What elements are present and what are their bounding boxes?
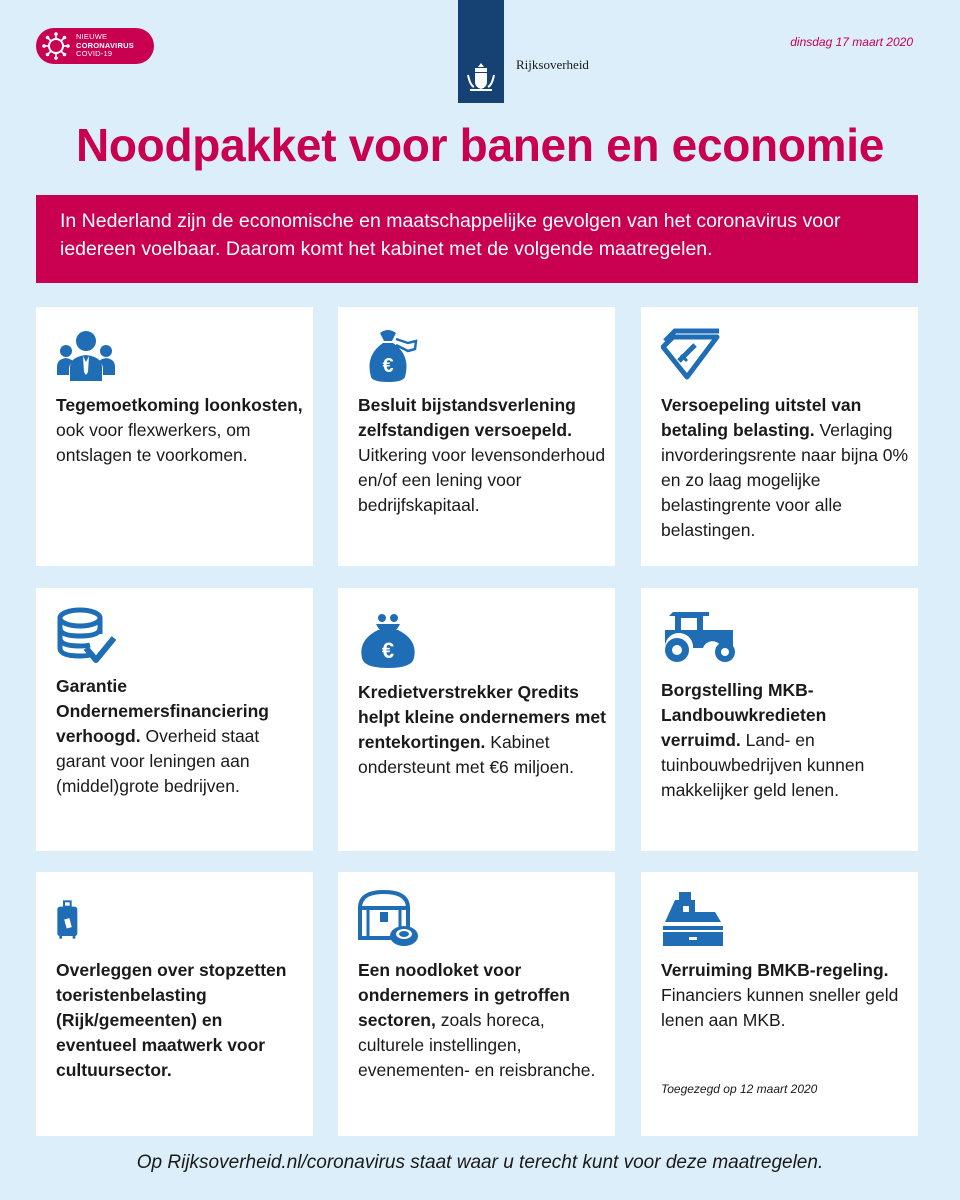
- card-title: Overleggen over stopzetten toeristenbelasting (Rijk/gemeenten) en eventueel maatwerk voor cultuursector.: [56, 960, 287, 1080]
- card-text: [56, 958, 305, 1083]
- card-title: Een noodloket voor ondernemers in getroffen sectoren,: [358, 960, 570, 1030]
- card-title: Besluit bijstandsverlening zelfstandigen versoepeld.: [358, 395, 576, 440]
- badge-line-3: COVID-19: [76, 49, 113, 59]
- badge-line-1: NIEUWE: [76, 32, 108, 42]
- card-body: Land- en tuinbouwbedrijven kunnen makkelijker geld lenen.: [661, 730, 865, 800]
- card-title: Garantie Ondernemersfinanciering verhoogd.: [56, 676, 269, 746]
- purse-euro-icon: [358, 610, 418, 670]
- card-text: [358, 680, 607, 780]
- suitcase-icon: [56, 890, 96, 950]
- card-text: [358, 393, 607, 518]
- card-title: Verruiming BMKB-regeling.: [661, 960, 889, 980]
- card-bijstand: [338, 307, 615, 566]
- intro-banner: In Nederland zijn de economische en maatschappelijke gevolgen van het coronavirus voor iedereen voelbaar. Daarom komt het kabinet met de volgende maatregelen.: [36, 195, 918, 283]
- card-title: Kredietverstrekker Qredits helpt kleine ondernemers met rentekortingen.: [358, 682, 606, 752]
- card-body: zoals horeca, culturele instellingen, evenementen- en reisbranche.: [358, 1010, 596, 1080]
- card-text: [56, 393, 305, 468]
- treasure-chest-icon: [358, 890, 422, 950]
- card-body: Kabinet ondersteunt met €6 miljoen.: [358, 732, 574, 777]
- card-text: [661, 678, 910, 803]
- card-landbouw: [641, 588, 918, 851]
- card-garantie: [36, 588, 313, 851]
- crest-icon: [466, 61, 496, 93]
- people-icon: [56, 325, 116, 385]
- card-title: Borgstelling MKB-Landbouwkredieten verruimd.: [661, 680, 827, 750]
- card-bmkb: [641, 872, 918, 1136]
- date: dinsdag 17 maart 2020: [790, 35, 913, 49]
- footer-text: Op Rijksoverheid.nl/coronavirus staat waar u terecht kunt voor deze maatregelen.: [136, 1152, 824, 1173]
- card-toeristenbelasting: [36, 872, 313, 1136]
- rijksoverheid-logo: [458, 0, 504, 103]
- tractor-icon: [661, 606, 741, 666]
- card-body: Overheid staat garant voor leningen aan (middel)grote bedrijven.: [56, 726, 260, 796]
- card-text: [358, 958, 607, 1083]
- card-note: Toegezegd op 12 maart 2020: [661, 1082, 818, 1096]
- card-body: Financiers kunnen sneller geld lenen aan MKB.: [661, 985, 899, 1030]
- card-noodloket: [338, 872, 615, 1136]
- cash-register-icon: [661, 890, 725, 950]
- card-qredits: [338, 588, 615, 851]
- card-text: [661, 393, 910, 543]
- virus-icon: [42, 32, 70, 60]
- card-text: [56, 674, 305, 799]
- card-belasting: [641, 307, 918, 566]
- logo-name: Rijksoverheid: [516, 57, 589, 72]
- card-title: Tegemoetkoming loonkosten,: [56, 395, 303, 415]
- card-loonkosten: [36, 307, 313, 566]
- money-bag-tag-icon: [358, 325, 418, 385]
- card-title: Versoepeling uitstel van betaling belasting.: [661, 395, 862, 440]
- card-body: Verlaging invorderingsrente naar bijna 0% en zo laag mogelijke belastingrente voor alle belastingen.: [661, 420, 909, 540]
- svg-text:€: €: [382, 355, 394, 377]
- page-title: Noodpakket voor banen en economie: [75, 119, 885, 171]
- tax-envelope-icon: [661, 325, 721, 385]
- card-text: [661, 958, 910, 1033]
- badge-line-2: CORONAVIRUS: [76, 40, 134, 50]
- coins-check-icon: [56, 606, 116, 666]
- coronavirus-badge: [36, 28, 154, 64]
- card-body: Uitkering voor levensonderhoud en/of een lening voor bedrijfskapitaal.: [358, 445, 606, 515]
- svg-text:€: €: [381, 638, 395, 663]
- card-body: ook voor flexwerkers, om ontslagen te voorkomen.: [56, 420, 251, 465]
